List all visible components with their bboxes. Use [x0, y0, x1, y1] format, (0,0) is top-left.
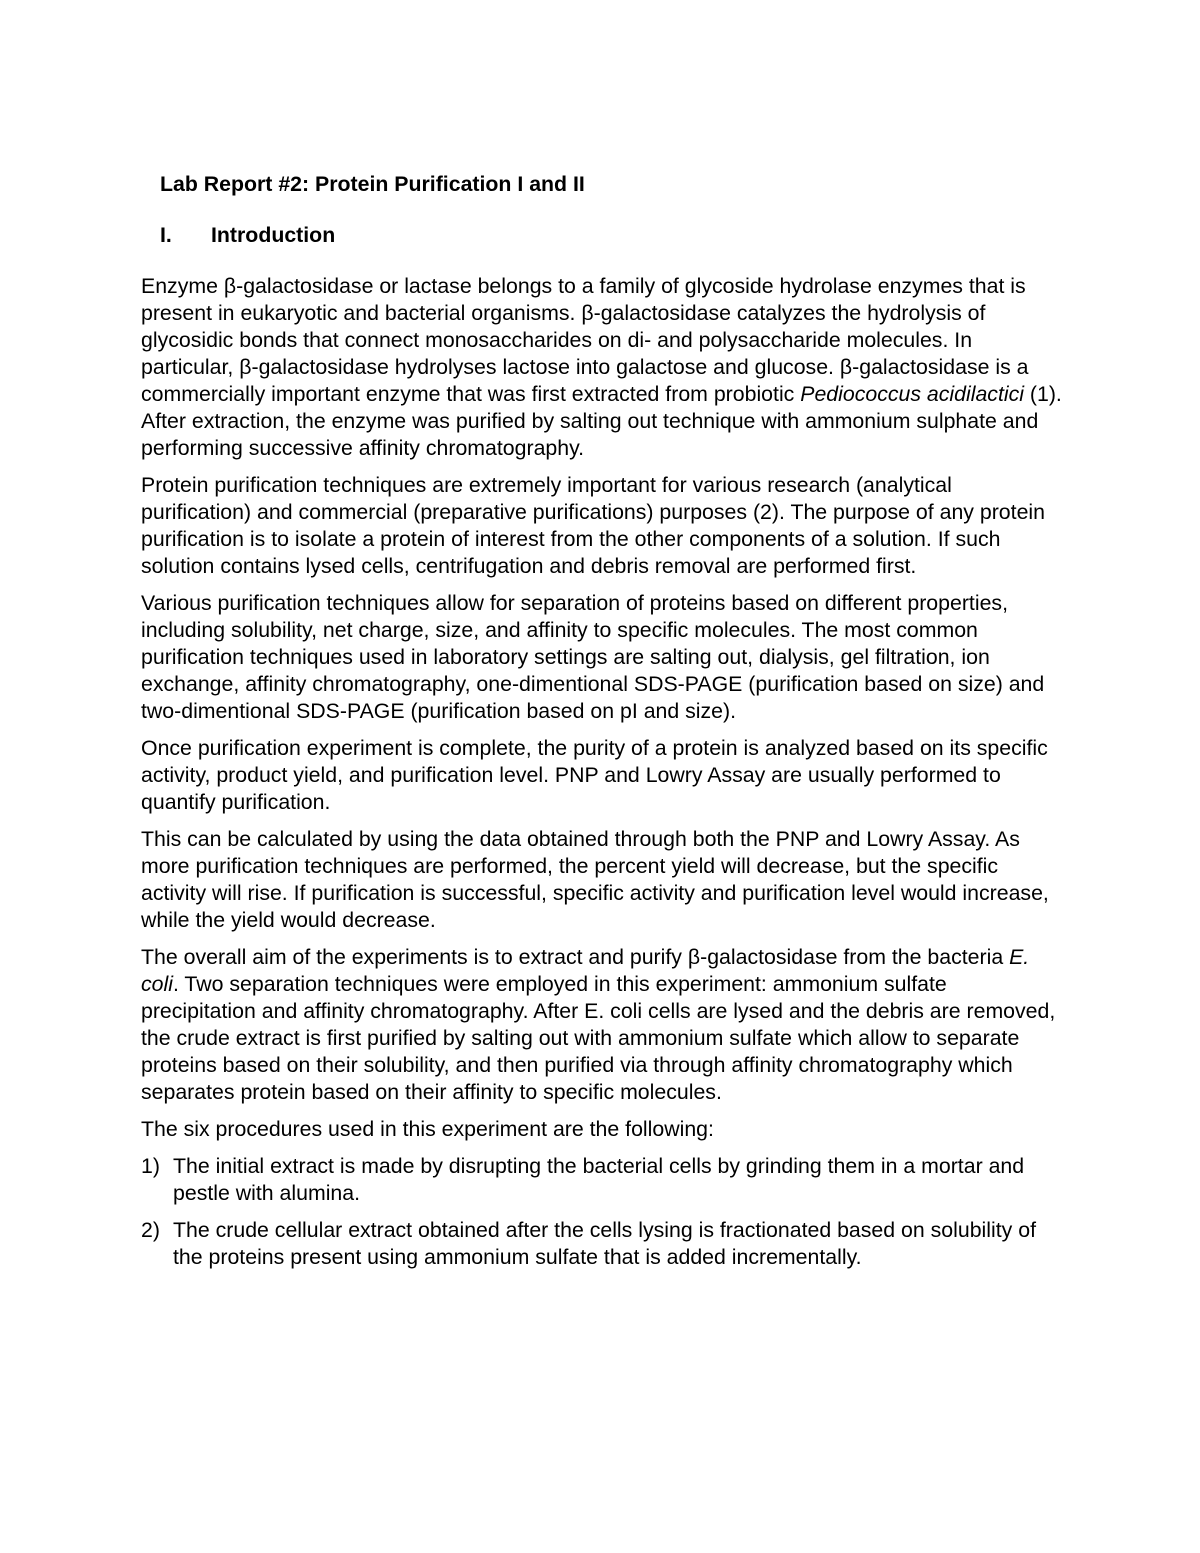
paragraph-procedures-intro: The six procedures used in this experiment are the following:: [141, 1117, 714, 1141]
paragraph-text: Enzyme β-galactosidase or lactase belongs to a family of glycoside hydrolase enzymes that is present in eukaryotic and bacterial organisms. β-galactosidase catalyzes the hydrolysis of glycosidic bonds that connect monosaccharides on di- and polysaccharide molecules. In particular, β-galactosidase hydrolyses lactose into galactose and glucose. β-galactosidase is a commercially important enzyme that was first extracted from probiotic: [141, 274, 1029, 406]
paragraph-purity-analysis: Once purification experiment is complete, the purity of a protein is analyzed based on its specific activity, product yield, and purification level. PNP and Lowry Assay are usually performed to quantify purification.: [141, 736, 1048, 814]
step-number: 2): [141, 1218, 160, 1242]
species-name: Pediococcus acidilactici: [800, 382, 1024, 406]
section-title: Introduction: [211, 223, 336, 247]
paragraph-text: . Two separation techniques were employed in this experiment: ammonium sulfate precipitation and affinity chromatography. After E. coli cells are lysed and the debris are removed, the crude extract is first purified by salting out with ammonium sulfate which allow to separate proteins based on their solubility, and then purified via through affinity chromatography which separates protein based on their affinity to specific molecules.: [141, 972, 1056, 1104]
step-text: The initial extract is made by disrupting the bacterial cells by grinding them in a mortar and pestle with alumina.: [173, 1154, 1025, 1205]
paragraph-text: The overall aim of the experiments is to extract and purify β-galactosidase from the bacteria: [141, 945, 1010, 969]
document-title: Lab Report #2: Protein Purification I and II: [160, 172, 585, 196]
section-number: I.: [160, 223, 172, 247]
document-page: [141, 170, 1066, 1281]
paragraph-purification-purpose: Protein purification techniques are extremely important for various research (analytical purification) and commercial (preparative purifications) purposes (2). The purpose of any protein purification is to isolate a protein of interest from the other components of a solution. If such solution contains lysed cells, centrifugation and debris removal are performed first.: [141, 473, 1045, 578]
step-text: The crude cellular extract obtained after the cells lysing is fractionated based on solubility of the proteins present using ammonium sulfate that is added incrementally.: [173, 1218, 1036, 1269]
list-item: [141, 1217, 1066, 1271]
paragraph-techniques: Various purification techniques allow for separation of proteins based on different properties, including solubility, net charge, size, and affinity to specific molecules. The most common purification techniques used in laboratory settings are salting out, dialysis, gel filtration, ion exchange, affinity chromatography, one-dimentional SDS-PAGE (purification based on size) and two-dimentional SDS-PAGE (purification based on pI and size).: [141, 591, 1045, 723]
paragraph-enzyme-intro: [141, 273, 1066, 462]
list-item: [141, 1153, 1066, 1207]
section-heading-introduction: [160, 221, 1066, 249]
species-name: E. coli: [141, 945, 1030, 996]
procedure-list: [141, 1153, 1066, 1271]
step-number: 1): [141, 1154, 160, 1178]
paragraph-calculation: This can be calculated by using the data obtained through both the PNP and Lowry Assay. As more purification techniques are performed, the percent yield will decrease, but the specific activity will rise. If purification is successful, specific activity and purification level would increase, while the yield would decrease.: [141, 827, 1049, 932]
paragraph-aim: [141, 944, 1066, 1106]
paragraph-text: (1). After extraction, the enzyme was purified by salting out technique with ammonium sulphate and performing successive affinity chromatography.: [141, 382, 1062, 460]
